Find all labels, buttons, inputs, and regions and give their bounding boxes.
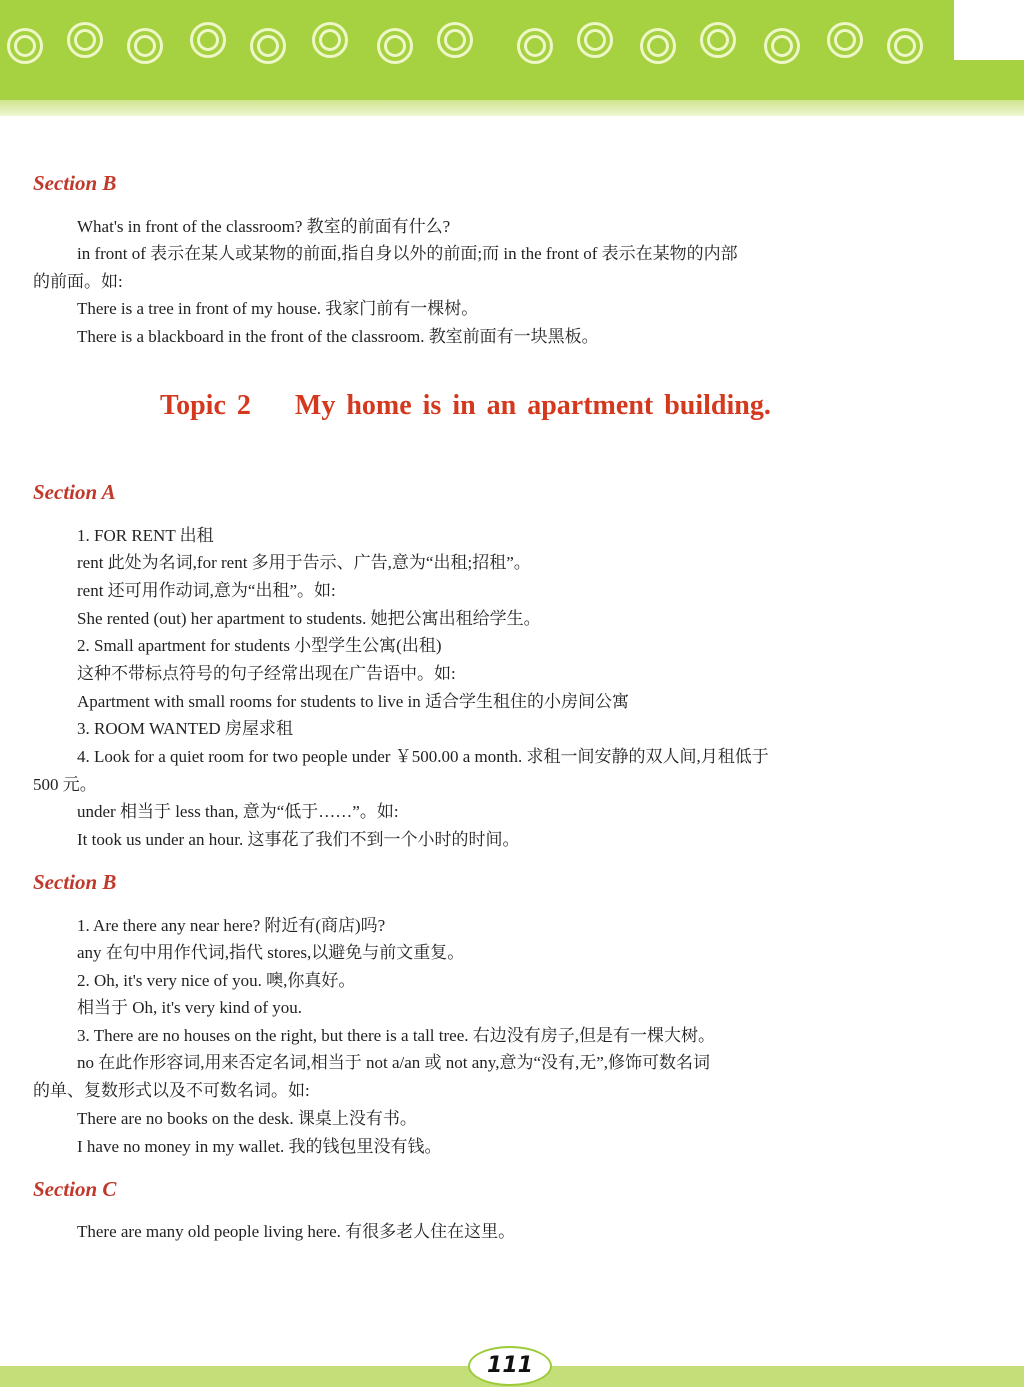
- circle-ornament-icon: [7, 28, 43, 64]
- text-line: There is a blackboard in the front of the classroom. 教室前面有一块黑板。: [77, 327, 599, 346]
- topic-title: Topic 2 My home is in an apartment building.: [160, 390, 771, 421]
- circle-ornament-icon: [437, 22, 473, 58]
- text-line: 2. Oh, it's very nice of you. 噢,你真好。: [77, 971, 356, 990]
- section-heading: Section B: [33, 870, 117, 894]
- text-line: There are no books on the desk. 课桌上没有书。: [77, 1109, 417, 1128]
- text-line: 500 元。: [33, 775, 97, 794]
- text-line: 的单、复数形式以及不可数名词。如:: [33, 1081, 310, 1100]
- section-heading: Section A: [33, 480, 116, 504]
- circle-ornament-icon: [517, 28, 553, 64]
- circle-ornament-icon: [127, 28, 163, 64]
- text-line: What's in front of the classroom? 教室的前面有什么?: [77, 217, 451, 236]
- text-line: 4. Look for a quiet room for two people under ￥500.00 a month. 求租一间安静的双人间,月租低于: [77, 747, 769, 766]
- section-heading: Section B: [33, 171, 117, 195]
- text-line: It took us under an hour. 这事花了我们不到一个小时的时间。: [77, 830, 520, 849]
- header-strip: [0, 100, 1024, 116]
- circle-ornament-icon: [887, 28, 923, 64]
- header-corner: [954, 0, 1024, 60]
- text-line: 的前面。如:: [33, 272, 123, 291]
- header-banner: [0, 0, 1024, 100]
- text-line: any 在句中用作代词,指代 stores,以避免与前文重复。: [77, 943, 465, 962]
- circle-ornament-icon: [764, 28, 800, 64]
- text-line: 3. ROOM WANTED 房屋求租: [77, 719, 293, 738]
- text-line: There is a tree in front of my house. 我家门前有一棵树。: [77, 299, 479, 318]
- text-line: Apartment with small rooms for students to live in 适合学生租住的小房间公寓: [77, 692, 629, 711]
- text-line: 2. Small apartment for students 小型学生公寓(出租): [77, 636, 442, 655]
- page-number: 111: [468, 1346, 552, 1386]
- text-line: I have no money in my wallet. 我的钱包里没有钱。: [77, 1137, 442, 1156]
- text-line: 这种不带标点符号的句子经常出现在广告语中。如:: [77, 664, 456, 683]
- text-line: no 在此作形容词,用来否定名词,相当于 not a/an 或 not any,意为“没有,无”,修饰可数名词: [77, 1053, 711, 1072]
- text-line: 1. FOR RENT 出租: [77, 526, 214, 545]
- circle-ornament-icon: [377, 28, 413, 64]
- text-line: There are many old people living here. 有很多老人住在这里。: [77, 1222, 516, 1241]
- circle-ornament-icon: [67, 22, 103, 58]
- circle-ornament-icon: [312, 22, 348, 58]
- text-line: 3. There are no houses on the right, but there is a tall tree. 右边没有房子,但是有一棵大树。: [77, 1026, 716, 1045]
- circle-ornament-icon: [250, 28, 286, 64]
- text-line: rent 此处为名词,for rent 多用于告示、广告,意为“出租;招租”。: [77, 553, 531, 572]
- circle-ornament-icon: [190, 22, 226, 58]
- text-line: in front of 表示在某人或某物的前面,指自身以外的前面;而 in the front of 表示在某物的内部: [77, 244, 738, 263]
- text-line: rent 还可用作动词,意为“出租”。如:: [77, 581, 336, 600]
- circle-ornament-icon: [640, 28, 676, 64]
- text-line: She rented (out) her apartment to students. 她把公寓出租给学生。: [77, 609, 541, 628]
- circle-ornament-icon: [827, 22, 863, 58]
- text-line: 相当于 Oh, it's very kind of you.: [77, 998, 302, 1017]
- text-line: under 相当于 less than, 意为“低于……”。如:: [77, 802, 399, 821]
- text-line: 1. Are there any near here? 附近有(商店)吗?: [77, 916, 386, 935]
- circle-ornament-icon: [700, 22, 736, 58]
- circle-ornament-icon: [577, 22, 613, 58]
- section-heading: Section C: [33, 1177, 117, 1201]
